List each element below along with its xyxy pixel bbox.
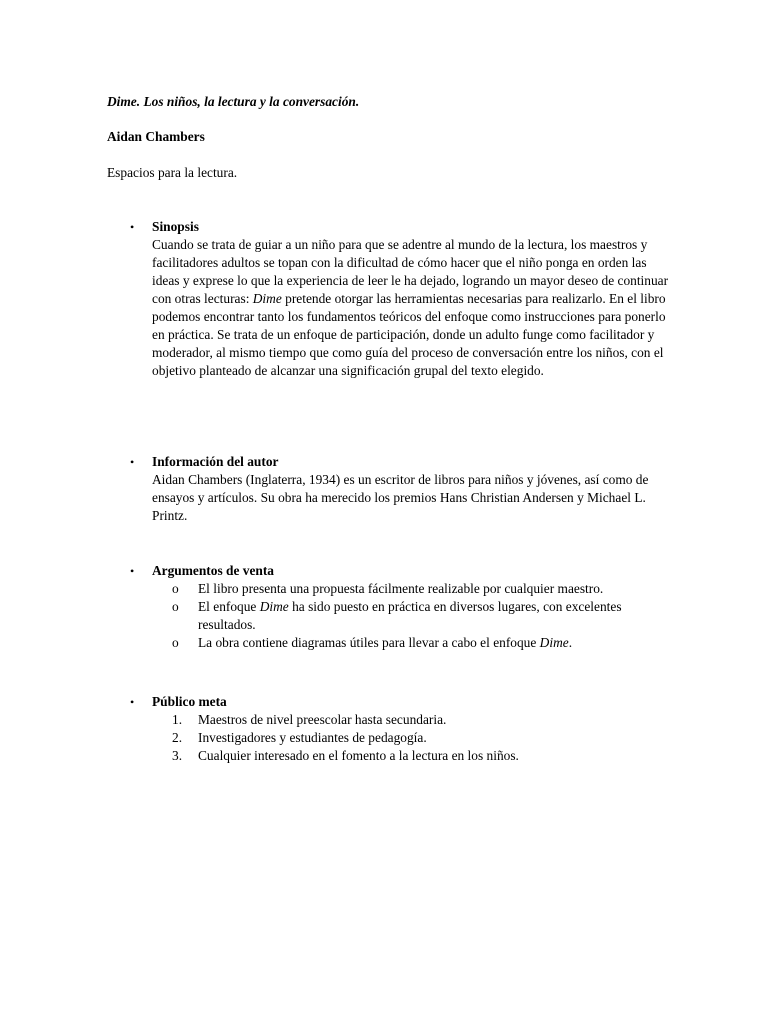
target-audience-list <box>152 711 670 765</box>
bullet-icon: • <box>130 220 135 234</box>
section-autor <box>130 453 670 525</box>
section-sinopsis <box>130 218 670 380</box>
list-number: 1. <box>172 712 183 727</box>
bullet-icon: • <box>130 564 135 578</box>
list-item <box>152 634 670 652</box>
list-item-text: El libro presenta una propuesta fácilmente realizable por cualquier maestro. <box>198 581 604 596</box>
section-heading: Sinopsis <box>152 219 199 234</box>
section-heading: Información del autor <box>152 454 279 469</box>
text-run: La obra contiene diagramas útiles para llevar a cabo el enfoque <box>198 635 540 650</box>
circle-bullet-icon: o <box>172 581 179 596</box>
section-text <box>152 236 670 380</box>
list-item <box>152 747 670 765</box>
text-run: Cuando se trata de guiar a un niño para que se adentre al mundo de la lectura, los maestros y facilitadores adultos se topan con la dificultad de cómo hacer que el niño ponga en orden las ideas y exprese lo que la experiencia de leer le ha dejado, logrando un mayor deseo de continuar con otras lecturas: <box>152 237 669 306</box>
list-item <box>152 598 670 634</box>
list-number: 3. <box>172 748 183 763</box>
text-run: . <box>568 635 573 650</box>
text-run: pretende otorgar las herramientas necesarias para realizarlo. En el libro podemos encontrar tanto los fundamentos teóricos del enfoque como instrucciones para ponerlo en práctica. Se trata de un enfoque de participación, donde un adulto funge como facilitador y moderador, al mismo tiempo que como guía del proceso de conversación entre los niños, con el objetivo planteado de alcanzar una significación grupal del texto elegido. <box>152 291 666 378</box>
document-title: Dime. Los niños, la lectura y la conversación. <box>107 94 360 109</box>
section-text: Aidan Chambers (Inglaterra, 1934) es un escritor de libros para niños y jóvenes, así como de ensayos y artículos. Su obra ha merecido los premios Hans Christian Andersen y Michael L. Printz. <box>152 472 649 523</box>
bullet-icon: • <box>130 695 135 709</box>
circle-bullet-icon: o <box>172 635 179 650</box>
section-argumentos <box>130 562 670 652</box>
sales-arguments-list <box>152 580 670 652</box>
list-item <box>152 580 670 598</box>
text-run: El enfoque <box>198 599 260 614</box>
author-name: Aidan Chambers <box>107 129 205 144</box>
section-heading: Argumentos de venta <box>152 563 274 578</box>
section-publico <box>130 693 670 765</box>
text-run: ha sido puesto en práctica en diversos lugares, con excelentes resultados. <box>198 599 622 632</box>
book-title-italic: Dime <box>259 599 289 614</box>
list-item-text: Investigadores y estudiantes de pedagogía. <box>198 730 427 745</box>
circle-bullet-icon: o <box>172 599 179 614</box>
bullet-icon: • <box>130 455 135 469</box>
list-item <box>152 729 670 747</box>
list-item-text: Maestros de nivel preescolar hasta secundaria. <box>198 712 447 727</box>
book-title-italic: Dime <box>252 291 282 306</box>
document-subtitle: Espacios para la lectura. <box>107 165 238 180</box>
list-item <box>152 711 670 729</box>
section-heading: Público meta <box>152 694 227 709</box>
list-item-text: Cualquier interesado en el fomento a la lectura en los niños. <box>198 748 519 763</box>
list-number: 2. <box>172 730 183 745</box>
book-title-italic: Dime <box>539 635 569 650</box>
